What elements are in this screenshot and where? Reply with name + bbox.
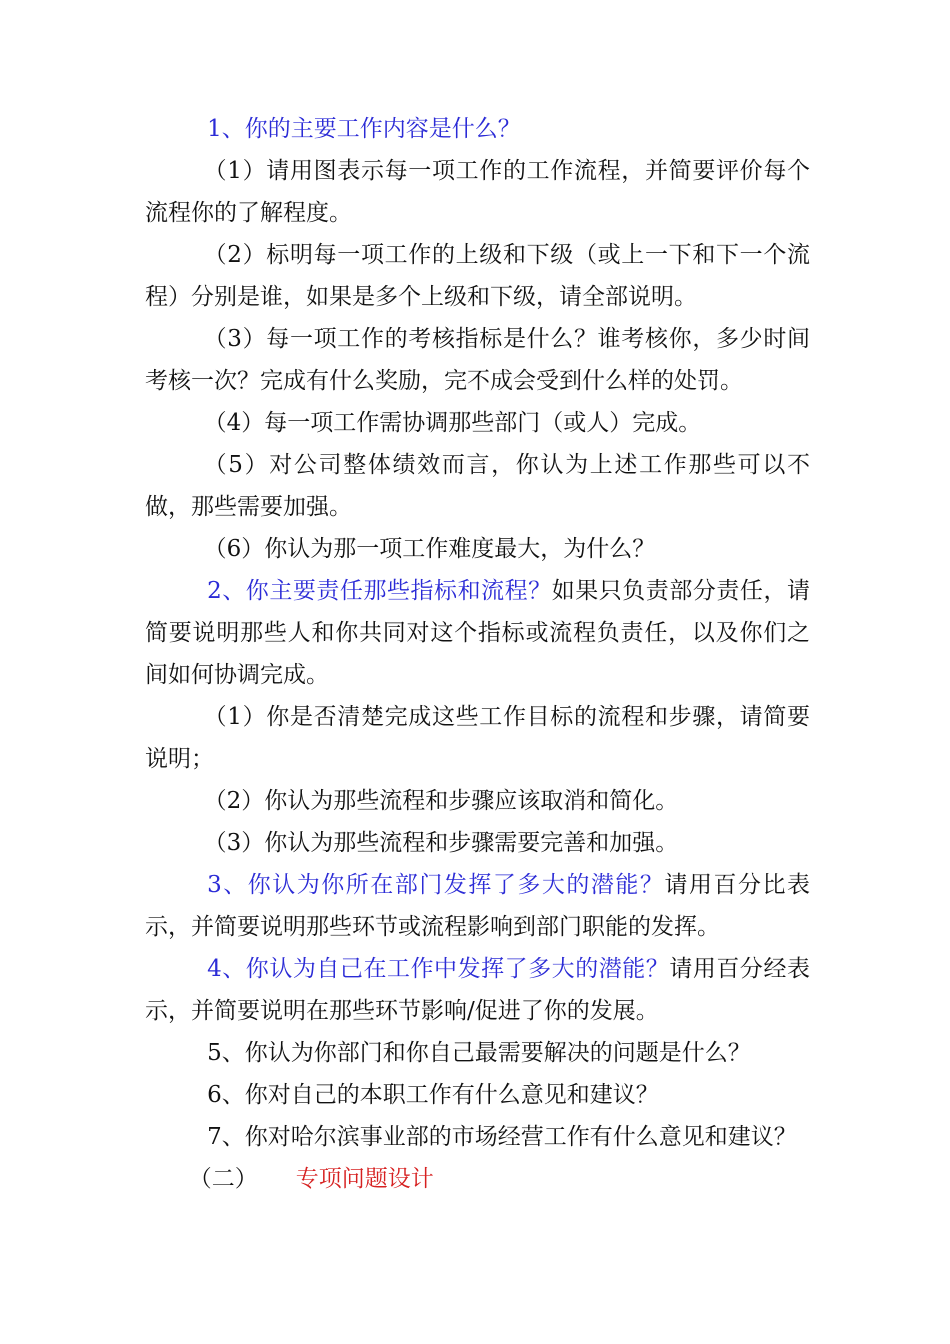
question-2-item-2 — [145, 780, 810, 822]
question-6-text: 6、你对自己的本职工作有什么意见和建议？ — [207, 1082, 659, 1108]
question-1-item-2 — [145, 234, 810, 318]
question-7-text: 7、你对哈尔滨事业部的市场经营工作有什么意见和建议？ — [207, 1124, 797, 1150]
question-1-item-4-text: （4）每一项工作需协调那些部门（或人）完成。 — [203, 410, 702, 436]
question-2-text: 如果只负责部分责任，请简要说明那些人和你共同对这个指标或流程负责任，以及你们之间如何协调完成。 — [145, 578, 810, 688]
question-1-item-6 — [145, 528, 810, 570]
question-5 — [145, 1032, 810, 1074]
question-3-heading: 3、你认为你所在部门发挥了多大的潜能？ — [207, 872, 665, 898]
question-2-item-3-text: （3）你认为那些流程和步骤需要完善和加强。 — [203, 830, 679, 856]
question-2-item-2-text: （2）你认为那些流程和步骤应该取消和简化。 — [203, 788, 679, 814]
question-6 — [145, 1074, 810, 1116]
document-page — [145, 108, 810, 1200]
question-7 — [145, 1116, 810, 1158]
question-1-item-6-text: （6）你认为那一项工作难度最大，为什么？ — [203, 536, 656, 562]
question-1 — [145, 108, 810, 150]
question-1-item-3 — [145, 318, 810, 402]
question-2 — [145, 570, 810, 696]
question-5-text: 5、你认为你部门和你自己最需要解决的问题是什么？ — [207, 1040, 751, 1066]
question-1-item-1-text: （1）请用图表示每一项工作的工作流程，并简要评价每个流程你的了解程度。 — [145, 158, 810, 226]
question-2-heading: 2、你主要责任那些指标和流程？ — [207, 578, 552, 604]
question-1-heading: 1、你的主要工作内容是什么？ — [207, 116, 521, 142]
question-2-item-1-text: （1）你是否清楚完成这些工作目标的流程和步骤，请简要说明； — [145, 704, 810, 772]
question-2-item-1 — [145, 696, 810, 780]
question-1-item-4 — [145, 402, 810, 444]
section-heading — [145, 1158, 810, 1200]
question-2-item-3 — [145, 822, 810, 864]
question-4-text: 请用百分经表示，并简要说明在那些环节影响/促进了你的发展。 — [145, 956, 810, 1024]
question-1-item-5 — [145, 444, 810, 528]
question-3-text: 请用百分比表示，并简要说明那些环节或流程影响到部门职能的发挥。 — [145, 872, 810, 940]
question-1-item-3-text: （3）每一项工作的考核指标是什么？谁考核你，多少时间考核一次？完成有什么奖励，完不成会受到什么样的处罚。 — [145, 326, 810, 394]
question-4 — [145, 948, 810, 1032]
question-1-item-2-text: （2）标明每一项工作的上级和下级（或上一下和下一个流程）分别是谁，如果是多个上级和下级，请全部说明。 — [145, 242, 810, 310]
question-1-item-1 — [145, 150, 810, 234]
section-title: 专项问题设计 — [295, 1166, 434, 1192]
question-3 — [145, 864, 810, 948]
question-1-item-5-text: （5）对公司整体绩效而言，你认为上述工作那些可以不做，那些需要加强。 — [145, 452, 810, 520]
question-4-heading: 4、你认为自己在工作中发挥了多大的潜能？ — [207, 956, 670, 982]
section-number: （二） — [188, 1166, 258, 1192]
